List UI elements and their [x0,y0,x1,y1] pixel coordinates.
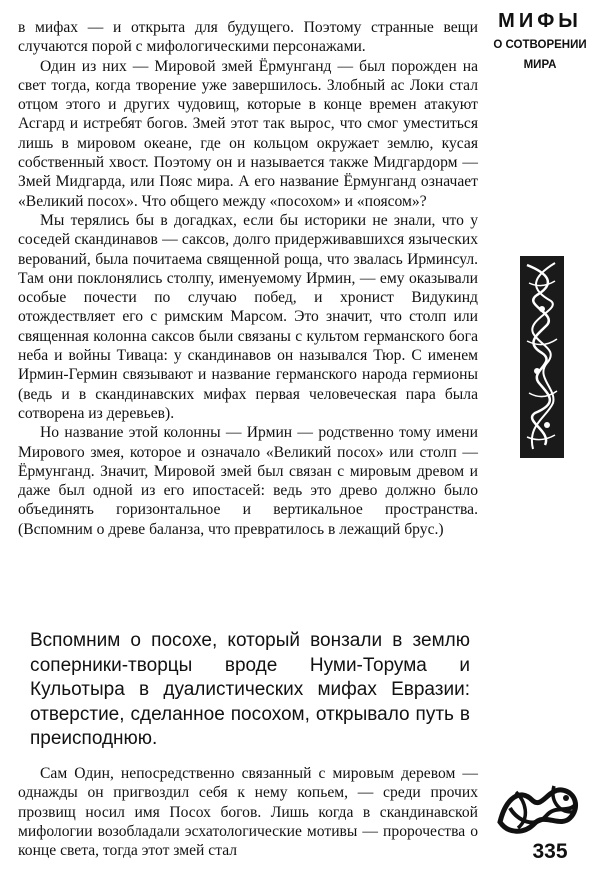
main-text-continued [18,764,478,860]
paragraph-3: Мы терялись бы в догадках, если бы историки не знали, что у соседей скандинавов — саксов, долго придерживавшихся языческих верований, была почитаема священной роща, что звалась Ирминсул. Там они поклонялись столпу, именуемому Ирмин, — ему оказывали особые почести по случаю побед, и хронист Видукинд отождествляет его с римским Марсом. Это значит, что столп или священная колонна саксов были связаны с культом германского бога неба и войны Тиваца: у скандинавов он назывался Тюр. С именем Ирмин-Гермин связывают и название германского народа гермионы (ведь и в скандинавских мифах первая человеческая пара была сотворена из деревьев). [18,211,478,422]
page-number: 335 [532,840,568,863]
section-title-main: МИФЫ [498,10,582,32]
paragraph-5: Сам Один, непосредственно связанный с мировым деревом — однажды он пригвоздил себя к нему копьем, — среди прочих прозвищ носил имя Посох богов. Лишь когда в скандинавской мифологии возобладали эсхатологические мотивы — пророчества о конце света, тогда этот змей стал [18,765,478,860]
section-subtitle-line-2: МИРА [523,59,557,71]
pull-quote: Вспомним о посохе, который вонзали в землю соперники-творцы вроде Нуми-Торума и Кульотыра в дуалистических мифах Евразии: отверстие, сделанное посохом, открывало путь в преисподнюю. [30,630,470,749]
paragraph-1: в мифах — и открыта для будущего. Поэтому странные вещи случаются порой с мифологическими персонажами. [18,19,478,56]
paragraph-4: Но название этой колонны — Ирмин — родственно тому имени Мирового змея, которое и означало «Великий посох» или столп — Ёрмунганд. Значит, Мировой змей был связан с мировым древом и даже был одной из его ипостасей: ведь это древо должно было объединять горизонтальное и вертикальное пространства. (Вспомним о древе баланза, что превратилось в лежащий брус.) [18,424,478,538]
carved-pillar-illustration [517,253,567,461]
paragraph-2: Один из них — Мировой змей Ёрмунганд — был порожден на свет тогда, когда творение уже завершилось. Злобный ас Локи стал отцом этого и других чудовищ, которые в конце времен атакуют Асгард и истребят богов. Змей этот так вырос, что смог уместиться лишь в мировом океане, где он кольцом окружает землю, кусая собственный хвост. Поэтому он и называется также Мидгардорм — Змей Мидгарда, или Пояс мира. А его название Ёрмунганд означает «Великий посох». Что общего между «посохом» и «поясом»? [18,57,478,210]
section-subtitle-line-1: О СОТВОРЕНИИ [493,39,587,51]
main-text [18,18,478,539]
section-title [490,8,590,74]
knotwork-ornament-illustration [496,778,584,838]
